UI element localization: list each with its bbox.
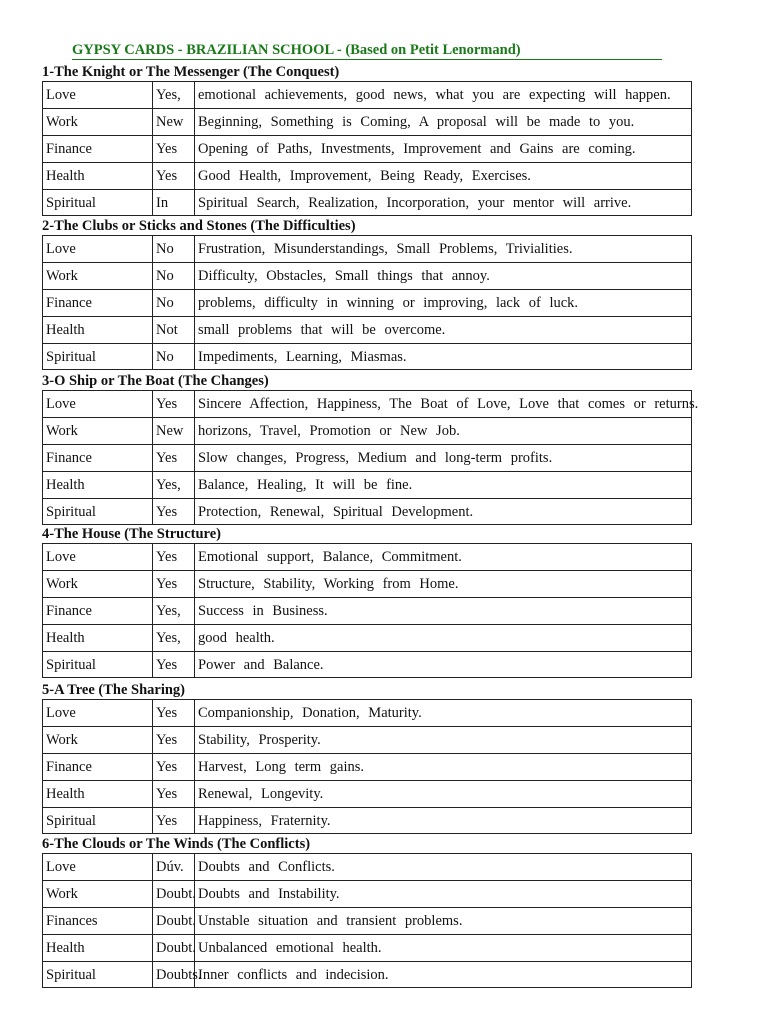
answer-cell: Yes: [153, 162, 195, 189]
meaning-cell: Emotional support, Balance, Commitment.: [195, 544, 692, 571]
meaning-cell: Slow changes, Progress, Medium and long-term profits.: [195, 444, 692, 471]
answer-cell: New: [153, 417, 195, 444]
meaning-cell: Good Health, Improvement, Being Ready, Exercises.: [195, 162, 692, 189]
answer-cell: Yes: [153, 651, 195, 678]
meaning-cell: Power and Balance.: [195, 651, 692, 678]
answer-cell: Yes: [153, 700, 195, 727]
answer-cell: No: [153, 236, 195, 263]
table-row: [43, 651, 692, 678]
table-row: [43, 854, 692, 881]
area-cell: Health: [43, 624, 153, 651]
meaning-cell: Inner conflicts and indecision.: [195, 961, 692, 988]
meaning-cell: Opening of Paths, Investments, Improvement and Gains are coming.: [195, 135, 692, 162]
area-cell: Spiritual: [43, 343, 153, 370]
table-row: [43, 316, 692, 343]
meaning-cell: Beginning, Something is Coming, A proposal will be made to you.: [195, 108, 692, 135]
section-heading: 4-The House (The Structure): [42, 526, 221, 542]
table-row: [43, 471, 692, 498]
answer-cell: Yes: [153, 807, 195, 834]
section-heading: 6-The Clouds or The Winds (The Conflicts): [42, 836, 311, 852]
area-cell: Work: [43, 726, 153, 753]
area-cell: Work: [43, 417, 153, 444]
area-cell: Love: [43, 700, 153, 727]
meaning-table: [42, 543, 692, 678]
answer-cell: Yes: [153, 570, 195, 597]
answer-cell: Yes,: [153, 624, 195, 651]
table-row: [43, 570, 692, 597]
area-cell: Finances: [43, 907, 153, 934]
meaning-cell: Success in Business.: [195, 597, 692, 624]
area-cell: Spiritual: [43, 651, 153, 678]
table-row: [43, 289, 692, 316]
meaning-table: [42, 81, 692, 216]
meaning-cell: Impediments, Learning, Miasmas.: [195, 343, 692, 370]
area-cell: Love: [43, 236, 153, 263]
answer-cell: Yes: [153, 444, 195, 471]
answer-cell: Dúv.: [153, 854, 195, 881]
answer-cell: Doubt.: [153, 880, 195, 907]
area-cell: Work: [43, 262, 153, 289]
area-cell: Health: [43, 934, 153, 961]
answer-cell: No: [153, 343, 195, 370]
section-heading: 5-A Tree (The Sharing): [42, 682, 185, 698]
meaning-cell: Difficulty, Obstacles, Small things that annoy.: [195, 262, 692, 289]
table-row: [43, 934, 692, 961]
area-cell: Love: [43, 391, 153, 418]
table-row: [43, 597, 692, 624]
meaning-cell: Doubts and Conflicts.: [195, 854, 692, 881]
meaning-cell: small problems that will be overcome.: [195, 316, 692, 343]
meaning-cell: Spiritual Search, Realization, Incorporation, your mentor will arrive.: [195, 189, 692, 216]
meaning-table: [42, 235, 692, 370]
table-row: [43, 444, 692, 471]
meaning-cell: Stability, Prosperity.: [195, 726, 692, 753]
table-row: [43, 544, 692, 571]
meaning-cell: Unbalanced emotional health.: [195, 934, 692, 961]
meaning-cell: Doubts and Instability.: [195, 880, 692, 907]
table-row: [43, 343, 692, 370]
meaning-cell: Unstable situation and transient problems.: [195, 907, 692, 934]
section-card-4: [42, 526, 742, 678]
table-row: [43, 262, 692, 289]
meaning-cell: Balance, Healing, It will be fine.: [195, 471, 692, 498]
area-cell: Health: [43, 780, 153, 807]
table-row: [43, 624, 692, 651]
table-row: [43, 108, 692, 135]
meaning-cell: Structure, Stability, Working from Home.: [195, 570, 692, 597]
meaning-table: [42, 390, 699, 525]
area-cell: Spiritual: [43, 189, 153, 216]
area-cell: Finance: [43, 289, 153, 316]
area-cell: Finance: [43, 135, 153, 162]
area-cell: Work: [43, 108, 153, 135]
answer-cell: No: [153, 262, 195, 289]
table-row: [43, 82, 692, 109]
document-title: GYPSY CARDS - BRAZILIAN SCHOOL - (Based on Petit Lenormand): [72, 42, 662, 60]
meaning-cell: emotional achievements, good news, what you are expecting will happen.: [195, 82, 692, 109]
answer-cell: Yes: [153, 780, 195, 807]
answer-cell: Not: [153, 316, 195, 343]
meaning-cell: Harvest, Long term gains.: [195, 753, 692, 780]
table-row: [43, 700, 692, 727]
area-cell: Finance: [43, 753, 153, 780]
section-heading: 2-The Clubs or Sticks and Stones (The Difficulties): [42, 218, 356, 234]
answer-cell: Yes,: [153, 82, 195, 109]
area-cell: Love: [43, 854, 153, 881]
answer-cell: Yes: [153, 135, 195, 162]
table-row: [43, 417, 692, 444]
section-card-3: [42, 373, 742, 525]
meaning-cell: Frustration, Misunderstandings, Small Problems, Trivialities.: [195, 236, 692, 263]
table-row: [43, 753, 692, 780]
answer-cell: Yes: [153, 544, 195, 571]
section-card-5: [42, 682, 742, 834]
area-cell: Spiritual: [43, 807, 153, 834]
meaning-cell: Renewal, Longevity.: [195, 780, 692, 807]
meaning-cell: good health.: [195, 624, 692, 651]
answer-cell: Yes,: [153, 597, 195, 624]
table-row: [43, 189, 692, 216]
meaning-cell: problems, difficulty in winning or improving, lack of luck.: [195, 289, 692, 316]
section-card-1: [42, 64, 742, 216]
answer-cell: New: [153, 108, 195, 135]
meaning-table: [42, 699, 692, 834]
area-cell: Finance: [43, 597, 153, 624]
table-row: [43, 880, 692, 907]
answer-cell: In: [153, 189, 195, 216]
area-cell: Love: [43, 82, 153, 109]
meaning-cell: Companionship, Donation, Maturity.: [195, 700, 692, 727]
answer-cell: Yes,: [153, 471, 195, 498]
table-row: [43, 135, 692, 162]
table-row: [43, 807, 692, 834]
area-cell: Health: [43, 471, 153, 498]
area-cell: Health: [43, 162, 153, 189]
area-cell: Spiritual: [43, 961, 153, 988]
table-row: [43, 726, 692, 753]
area-cell: Work: [43, 880, 153, 907]
answer-cell: Yes: [153, 391, 195, 418]
section-heading: 1-The Knight or The Messenger (The Conquest): [42, 64, 340, 80]
section-card-2: [42, 218, 742, 370]
meaning-cell: Happiness, Fraternity.: [195, 807, 692, 834]
area-cell: Spiritual: [43, 498, 153, 525]
table-row: [43, 498, 692, 525]
answer-cell: Doubts.: [153, 961, 195, 988]
table-row: [43, 162, 692, 189]
meaning-cell: Protection, Renewal, Spiritual Development.: [195, 498, 692, 525]
answer-cell: No: [153, 289, 195, 316]
table-row: [43, 907, 692, 934]
answer-cell: Yes: [153, 498, 195, 525]
answer-cell: Yes: [153, 753, 195, 780]
table-row: [43, 961, 692, 988]
meaning-cell: Sincere Affection, Happiness, The Boat of Love, Love that comes or returns.: [195, 391, 692, 418]
answer-cell: Yes: [153, 726, 195, 753]
meaning-table: [42, 853, 692, 988]
area-cell: Love: [43, 544, 153, 571]
answer-cell: Doubt.: [153, 934, 195, 961]
area-cell: Finance: [43, 444, 153, 471]
section-heading: 3-O Ship or The Boat (The Changes): [42, 373, 269, 389]
table-row: [43, 391, 692, 418]
answer-cell: Doubt.: [153, 907, 195, 934]
area-cell: Work: [43, 570, 153, 597]
area-cell: Health: [43, 316, 153, 343]
table-row: [43, 236, 692, 263]
table-row: [43, 780, 692, 807]
section-card-6: [42, 836, 742, 988]
meaning-cell: horizons, Travel, Promotion or New Job.: [195, 417, 692, 444]
